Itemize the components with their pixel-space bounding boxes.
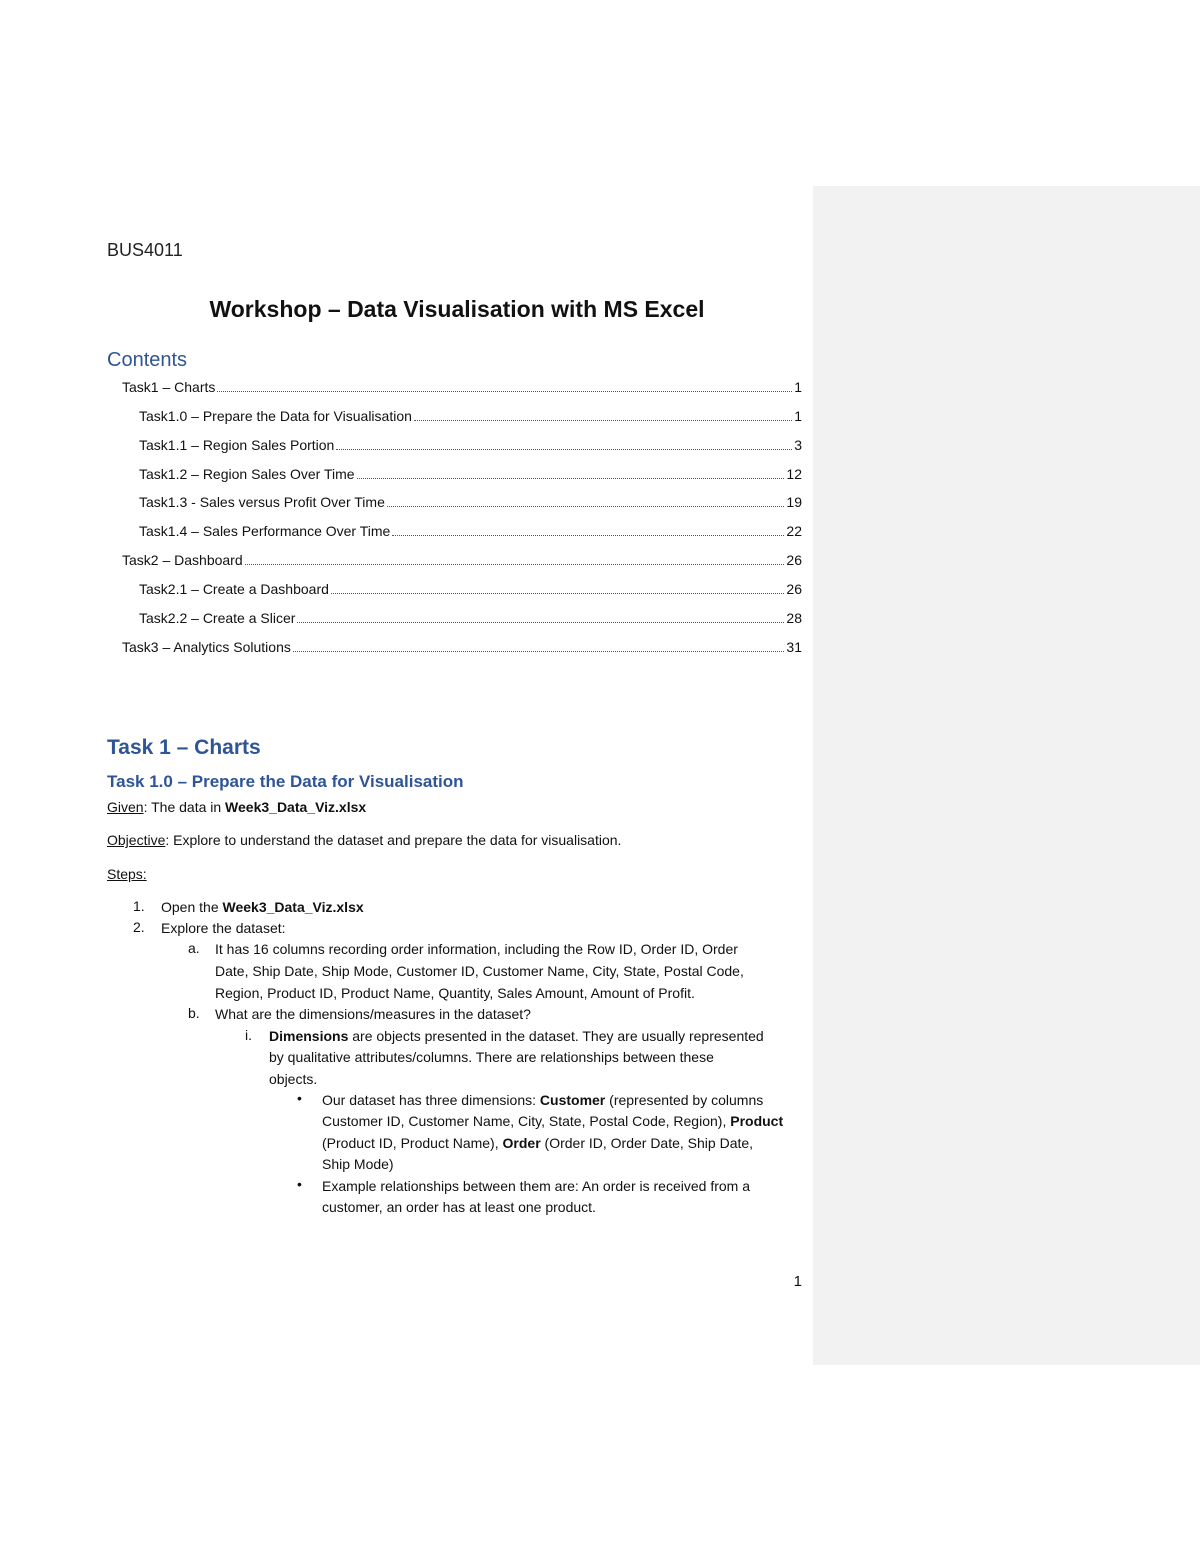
toc-entry-label: Task2 – Dashboard bbox=[122, 552, 243, 568]
toc-entry[interactable] bbox=[122, 552, 802, 572]
toc-entry-page: 1 bbox=[794, 379, 802, 395]
toc-entry[interactable] bbox=[139, 581, 802, 601]
bullet-2-line1: Example relationships between them are: An order is received from a bbox=[322, 1178, 750, 1194]
given-file: Week3_Data_Viz.xlsx bbox=[225, 799, 367, 815]
item-a-line3: Region, Product ID, Product Name, Quantity, Sales Amount, Amount of Profit. bbox=[215, 985, 695, 1001]
item-b-text: What are the dimensions/measures in the dataset? bbox=[215, 1006, 531, 1022]
toc-entry[interactable] bbox=[122, 639, 802, 659]
contents-heading: Contents bbox=[107, 349, 188, 371]
toc-entry-label: Task3 – Analytics Solutions bbox=[122, 639, 291, 655]
toc-entry[interactable] bbox=[139, 610, 802, 630]
bullet-1-line3-post: (Order ID, Order Date, Ship Date, bbox=[540, 1135, 754, 1151]
dimensions-term: Dimensions bbox=[269, 1028, 349, 1044]
toc-entry-page: 26 bbox=[786, 581, 802, 597]
toc-entry[interactable] bbox=[139, 437, 802, 457]
toc-leader bbox=[293, 639, 785, 652]
product-term: Product bbox=[730, 1113, 784, 1129]
comment-pane bbox=[813, 186, 1200, 1365]
toc-leader bbox=[331, 581, 785, 594]
steps-label: Steps: bbox=[107, 866, 147, 882]
order-term: Order bbox=[502, 1135, 541, 1151]
toc-leader bbox=[245, 552, 785, 565]
toc-entry-page: 22 bbox=[786, 523, 802, 539]
toc-entry[interactable] bbox=[139, 523, 802, 543]
item-i-line1-text: are objects presented in the dataset. They are usually represented bbox=[348, 1028, 764, 1044]
objective-label: Objective bbox=[107, 832, 166, 848]
given-label: Given bbox=[107, 799, 144, 815]
document-title: Workshop – Data Visualisation with MS Excel bbox=[209, 296, 705, 322]
toc-entry-page: 3 bbox=[794, 437, 802, 453]
item-i-line1 bbox=[269, 1026, 764, 1048]
subsection-heading-task1-0: Task 1.0 – Prepare the Data for Visualisation bbox=[107, 772, 464, 791]
toc-entry[interactable] bbox=[139, 494, 802, 514]
bullet-1-line3-pre: (Product ID, Product Name), bbox=[322, 1135, 503, 1151]
toc-leader bbox=[336, 437, 792, 450]
toc-entry-label: Task1 – Charts bbox=[122, 379, 216, 395]
toc-leader bbox=[297, 610, 784, 623]
objective-text: : Explore to understand the dataset and prepare the data for visualisation. bbox=[165, 832, 622, 848]
bullet-1-line3 bbox=[322, 1133, 753, 1155]
step-2-marker: 2. bbox=[133, 919, 145, 935]
toc-entry-page: 1 bbox=[794, 408, 802, 424]
toc-entry-page: 12 bbox=[786, 466, 802, 482]
bullet-1-line2 bbox=[322, 1111, 783, 1133]
toc-entry-page: 28 bbox=[786, 610, 802, 626]
toc-entry-label: Task1.1 – Region Sales Portion bbox=[139, 437, 335, 453]
toc-leader bbox=[414, 408, 792, 421]
step-2-text: Explore the dataset: bbox=[161, 920, 286, 936]
toc-leader bbox=[217, 379, 792, 392]
course-code-header: BUS4011 bbox=[107, 240, 183, 260]
item-a-line1: It has 16 columns recording order information, including the Row ID, Order ID, Order bbox=[215, 941, 738, 957]
item-a-line2: Date, Ship Date, Ship Mode, Customer ID, Customer Name, City, State, Postal Code, bbox=[215, 963, 744, 979]
section-heading-task1: Task 1 – Charts bbox=[107, 736, 261, 759]
bullet-1-line2-pre: Customer ID, Customer Name, City, State, Postal Code, Region), bbox=[322, 1113, 731, 1129]
item-a-marker: a. bbox=[188, 940, 200, 956]
given-paragraph bbox=[107, 797, 366, 818]
objective-paragraph bbox=[107, 830, 621, 851]
item-b-marker: b. bbox=[188, 1005, 200, 1021]
toc-entry[interactable] bbox=[139, 408, 802, 428]
toc-entry-page: 26 bbox=[786, 552, 802, 568]
bullet-icon: • bbox=[297, 1090, 302, 1106]
step-1-marker: 1. bbox=[133, 898, 145, 914]
toc-entry-label: Task1.2 – Region Sales Over Time bbox=[139, 466, 355, 482]
bullet-1-line1-pre: Our dataset has three dimensions: bbox=[322, 1092, 540, 1108]
item-i-marker: i. bbox=[245, 1027, 252, 1043]
bullet-icon: • bbox=[297, 1176, 302, 1192]
toc-entry-label: Task1.0 – Prepare the Data for Visualisation bbox=[139, 408, 412, 424]
bullet-1-line1 bbox=[322, 1090, 763, 1112]
step-1-label: Open the bbox=[161, 899, 223, 915]
toc-entry[interactable] bbox=[122, 379, 802, 399]
toc-entry-label: Task2.1 – Create a Dashboard bbox=[139, 581, 329, 597]
item-i-line3: objects. bbox=[269, 1071, 318, 1087]
bullet-1-line1-post: (represented by columns bbox=[605, 1092, 764, 1108]
step-1-file: Week3_Data_Viz.xlsx bbox=[222, 899, 364, 915]
toc-leader bbox=[357, 466, 785, 479]
toc-leader bbox=[392, 523, 784, 536]
item-i-line2: by qualitative attributes/columns. There are relationships between these bbox=[269, 1049, 714, 1065]
toc-leader bbox=[387, 494, 785, 507]
bullet-2-line2: customer, an order has at least one product. bbox=[322, 1199, 596, 1215]
toc-entry-page: 31 bbox=[786, 639, 802, 655]
toc-entry-label: Task1.3 - Sales versus Profit Over Time bbox=[139, 494, 385, 510]
given-text: : The data in bbox=[143, 799, 226, 815]
bullet-1-line4: Ship Mode) bbox=[322, 1156, 394, 1172]
toc-entry-page: 19 bbox=[786, 494, 802, 510]
toc-entry-label: Task1.4 – Sales Performance Over Time bbox=[139, 523, 391, 539]
page-number: 1 bbox=[793, 1273, 802, 1290]
step-1-text bbox=[161, 897, 364, 919]
toc-entry-label: Task2.2 – Create a Slicer bbox=[139, 610, 296, 626]
toc-entry[interactable] bbox=[139, 466, 802, 486]
customer-term: Customer bbox=[539, 1092, 606, 1108]
